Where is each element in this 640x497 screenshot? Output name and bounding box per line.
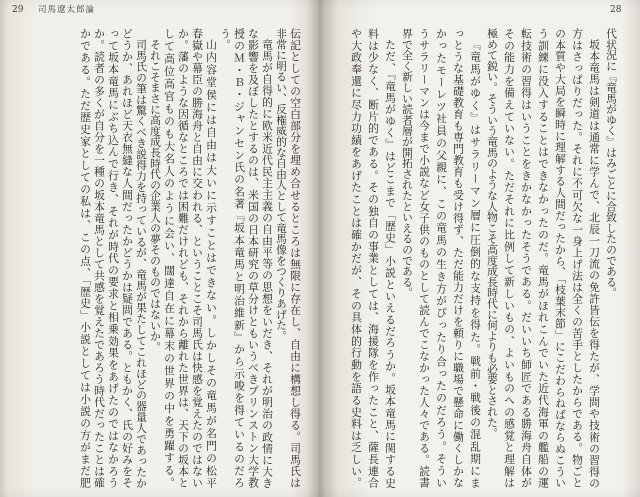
text-column: っとうな基礎教育も専門教育も受け得ず、ただ能力だけを頼りに職場で懸命に働くしかな — [452, 28, 465, 488]
text-column: って坂本竜馬にぶち込んで行き、それが時代の要求と相乗効果をあげたのではなかろう — [107, 28, 120, 488]
page-number: 29 — [12, 5, 24, 15]
text-column: う訓練に没入することはできなかったのだ。竜馬がほれこんでいた近代海軍の艦船の運 — [537, 28, 550, 488]
text-column: 授のＭ・Ｂ・ジャンセン氏の名著『坂本竜馬と明治維新』から示唆を得ているのだろ — [233, 28, 246, 488]
text-column: それこそまさに高度成長時代の企業人の夢そのものではないか。 — [149, 38, 162, 352]
text-column: の本質や大局を瞬時に理解する人間だったから、「枝葉末節」にこだわらねばならぬこうい — [554, 28, 567, 488]
text-column: その能力を備えていない。ただそれに比例して新しいもの、よいものへの感覚と理解は — [503, 28, 516, 488]
text-column: かったモーレツ社員の父親に、この竜馬の生き方がぴったり合ったのだろう。そうい — [435, 28, 448, 488]
text-column: どうか、あれほど天衣無縫な人間だったかどうかは疑問である。ともかく、氏の好みをそ — [121, 28, 134, 488]
text-column: 方はさっぱりだった。それに不可欠な一身上げ法は全くの苦手としたからである。物ごと — [571, 28, 584, 488]
text-column: や大政奉還に尽力功績をあげたことは確かだが、その具体的行動を語る史料は乏しい。 — [350, 28, 363, 488]
text-column: かである。ただ歴史家としての私は、この点、「歴史」小説としては小説の方がまだ肥 — [79, 28, 92, 488]
body-text — [348, 28, 620, 488]
text-column: か。読者の多くが自分を一種の坂本竜馬として共感を覚えたであろう時代だったことは確 — [93, 28, 106, 488]
text-column: な影響を及ぼしたとするのは、米国の日本研究の草分けともいうべきプリンストン大学教 — [247, 28, 260, 488]
text-column: 界で全く新しい読者層が開拓されたといえるのである。 — [401, 28, 414, 298]
text-column: 伝記としての空白部分を埋め合せるところは無限に存在し、自由に構想し得る。司馬氏は — [289, 28, 302, 488]
text-column: 料は少なく、断片的である。その独自の事業としては、海援隊を作ったこと、薩長連合 — [367, 28, 380, 488]
running-head: 司馬遼太郎論 — [38, 5, 96, 15]
text-column: 代状況に『竜馬がゆく』はみごとに合致したのである。 — [605, 28, 618, 298]
text-column: して高位高官ものも大名人のように会い、闊達自在に幕末の世界の中を勇躍する。 — [163, 28, 176, 488]
text-column: うサラリーマンは今まで小説など女子供のものとして読んでこなかった人々である。読書 — [418, 28, 431, 488]
text-column: 『竜馬がゆく』はサラリーマン層に圧倒的な支持を得た。戦前・戦後の混乱期にま — [469, 38, 482, 488]
text-column: 春嶽や幕臣の勝海舟と自由に交われる、ということこそ司馬氏は快感を覚えたのではない — [191, 28, 204, 488]
text-column: 竜馬が自得的に欧米近代民主主義の自由平等の思想をいだき、それが明治の政情に大き — [261, 38, 274, 488]
text-column: 転技術の習得はいうことをきかなかったそうである。だいいち師匠である勝海舟自体が — [520, 28, 533, 488]
left-page — [0, 0, 318, 497]
text-column: う。 — [219, 28, 232, 50]
text-column: か。藩のような因循なところでは困難だけれども、それから離れた世界は、天下の坂本と — [177, 28, 190, 488]
right-page — [322, 0, 640, 497]
text-column: 極めて鋭い。そういう竜馬のような人物こそ高度成長時代に何よりも必要とされた。 — [486, 28, 499, 439]
body-text — [78, 28, 302, 488]
text-column: 司馬氏の筆は驚くべき説得力を持っているが、竜馬が果たしてこれほどの器量人であったか — [135, 38, 148, 488]
page-number: 28 — [610, 5, 622, 15]
text-column: 非常に明るい、反権威的な自由人として竜馬像をつくりあげた。 — [275, 28, 288, 342]
text-column: 坂本竜馬は剣道は通常に学んで、北辰一刀流の免許皆伝を得たが、学問や技術の習得の — [588, 38, 601, 488]
text-column: ただ、『竜馬がゆく』はどこまで「歴史」小説といえるだろうか。坂本竜馬に関する史 — [384, 38, 397, 488]
text-column: 山内容堂侯には自由は大いに示すことはできない。しかしその竜馬が名門の松平 — [205, 38, 218, 488]
